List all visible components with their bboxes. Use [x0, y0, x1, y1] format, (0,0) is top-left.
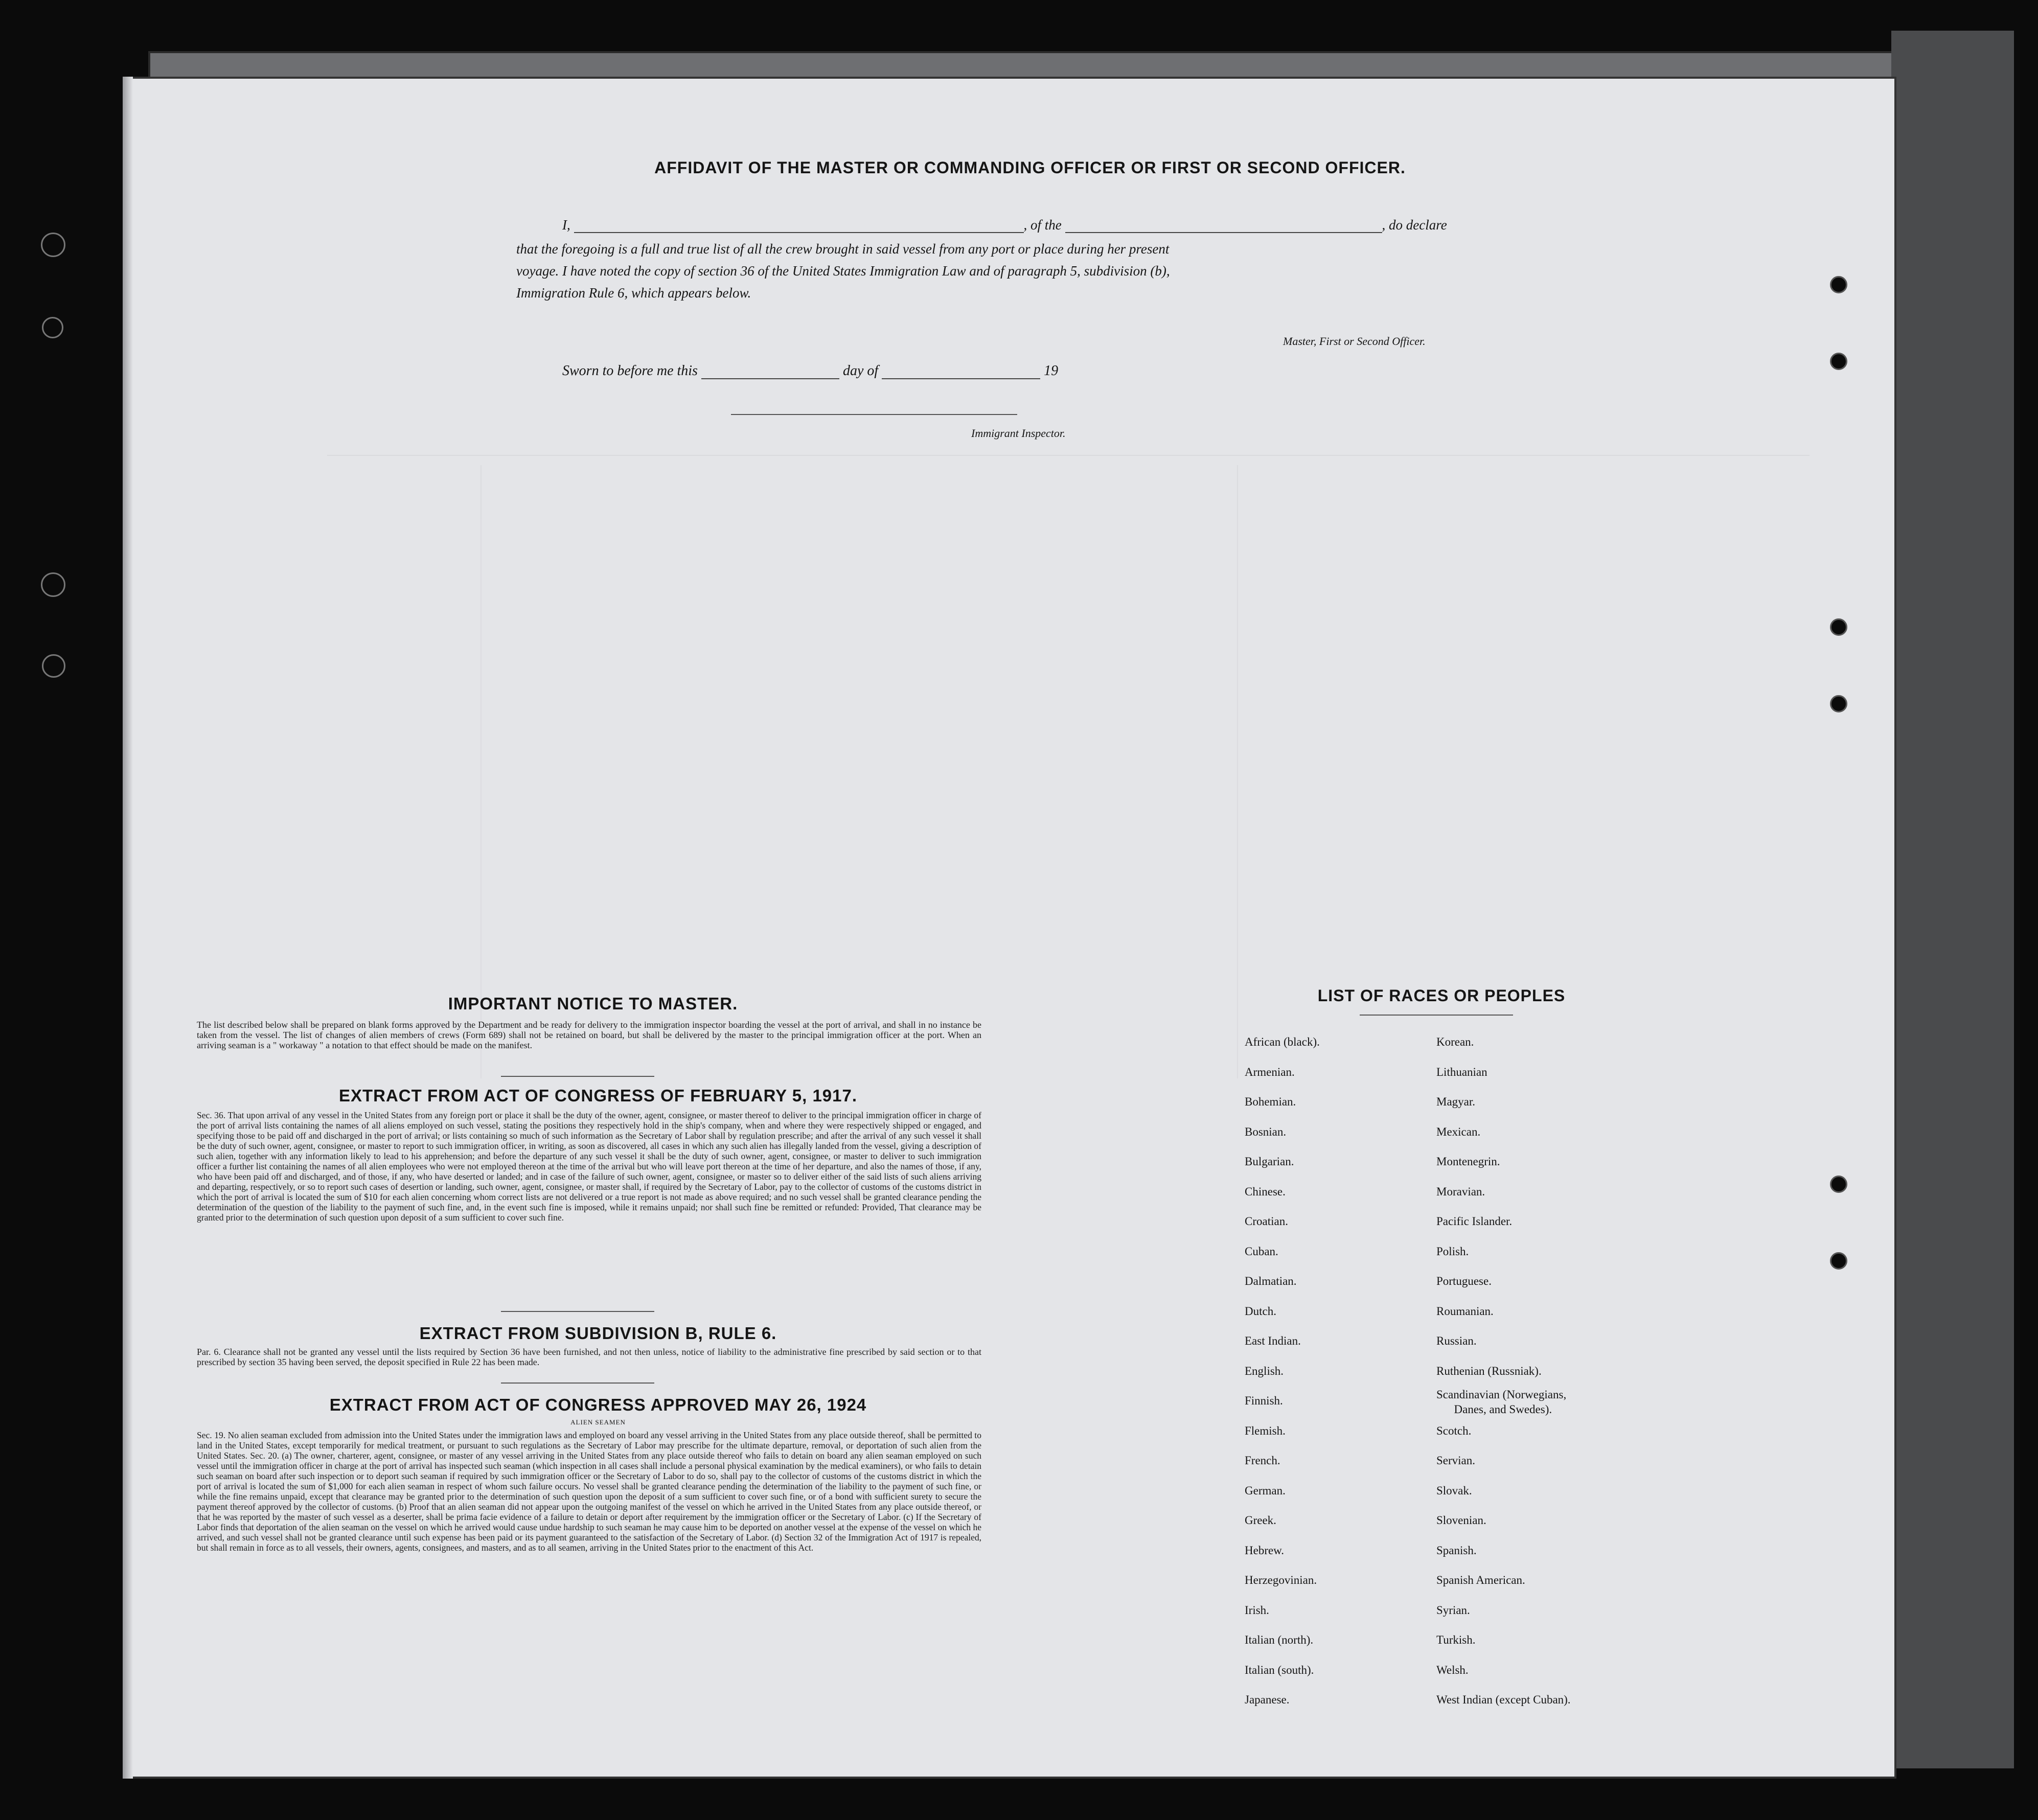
race-item: Roumanian.: [1436, 1304, 1494, 1318]
extract-1924-text: Sec. 19. No alien seaman excluded from admission into the United States under the immigration laws and employed on board any vessel arriving in the United States from any place outside thereof, shall be permitted to land in the United States, except temporarily for medical treatment, or pursuant to such regulations as the Secretary of Labor may prescribe for the ultimate departure, removal, or deportation of such alien from the United States. Sec. 20. (a) The owner, charterer, agent, consignee, or master of any vessel arriving in the United States from any place outside thereof who fails to detain on board any alien seaman employed on such vessel until the immigration officer in charge at the port of arrival has inspected such seaman (which inspection in all cases shall include a personal physical examination by the medical examiners), or who fails to detain such seaman on board after such inspection or to deport such seaman if required by such immigration officer or the Secretary of Labor to do so, shall pay to the collector of customs of the customs district in which the port of arrival is located the sum of $1,000 for each alien seaman in respect of whom such failure occurs. No vessel shall be granted clearance pending the determination of the liability to the payment of such fine, or while the fine remains unpaid, except that clearance may be granted prior to the determination of such question upon the deposit of a sum sufficient to cover such fine, or of a bond with sufficient surety to secure the payment thereof approved by the collector of customs. (b) Proof that an alien seaman did not appear upon the outgoing manifest of the vessel on which he arrived in the United States from any place outside thereof, or that he was reported by the master of such vessel as a deserter, shall be prima facie evidence of a failure to detain or deport after requirement by the immigration officer or the Secretary of Labor. (c) If the Secretary of Labor finds that deportation of the alien seaman on the vessel on which he arrived would cause undue hardship to such seaman he may cause him to be deported on another vessel at the expense of the vessel on which he arrived, and such vessel shall not be granted clearance until such expense has been paid or its payment guaranteed to the satisfaction of the Secretary of Labor. (d) Section 32 of the Immigration Act of 1917 is repealed, but shall remain in force as to all vessels, their owners, agents, consignees, and masters, and as to all seamen, arriving in the United States prior to the enactment of this Act.: [197, 1430, 981, 1553]
extract-1917-title: EXTRACT FROM ACT OF CONGRESS OF FEBRUARY 5, 1917.: [338, 1086, 858, 1105]
binder-hole: [42, 317, 63, 338]
race-item: Servian.: [1436, 1454, 1476, 1467]
race-item: Armenian.: [1245, 1065, 1295, 1078]
races-right-column: [1436, 1027, 1702, 1715]
race-item: Magyar.: [1436, 1095, 1476, 1108]
year-label: 19: [1044, 363, 1059, 379]
race-item: Irish.: [1245, 1603, 1269, 1617]
divider: [501, 1311, 654, 1312]
race-item: Welsh.: [1436, 1663, 1469, 1676]
race-item: West Indian (except Cuban).: [1436, 1693, 1571, 1706]
race-item: Dutch.: [1245, 1304, 1276, 1318]
race-item: Herzegovinian.: [1245, 1574, 1317, 1586]
races-title: LIST OF RACES OR PEOPLES: [1317, 986, 1566, 1005]
vessel-field[interactable]: [1065, 220, 1382, 233]
race-item: Scandinavian (Norwegians, Danes, and Swedes).: [1436, 1388, 1567, 1416]
master-signature-label: Master, First or Second Officer.: [1283, 335, 1426, 348]
extract-rule6-text: Par. 6. Clearance shall not be granted any vessel until the lists required by Section 36 have been furnished, and not then unless, notice of liability to the administrative fine prescribed by said section or to that prescribed by section 35 having been served, the deposit specified in Rule 22 has been made.: [197, 1347, 981, 1367]
race-item: Dalmatian.: [1245, 1275, 1297, 1287]
binder-hole: [1830, 1252, 1847, 1270]
race-item: Italian (south).: [1245, 1663, 1314, 1676]
i-label: I,: [562, 217, 570, 233]
race-item: Moravian.: [1436, 1185, 1485, 1198]
binder-hole: [41, 572, 65, 597]
divider: [501, 1383, 654, 1384]
race-item: Italian (north).: [1245, 1633, 1314, 1646]
race-item: Lithuanian: [1436, 1065, 1487, 1078]
race-item: Syrian.: [1436, 1603, 1470, 1617]
affidavit-declaration-line: [562, 217, 1636, 233]
race-item: Ruthenian (Russniak).: [1436, 1364, 1542, 1377]
race-item: German.: [1245, 1484, 1286, 1497]
binder-hole: [42, 654, 65, 678]
binder-hole: [1830, 618, 1847, 636]
race-item: Japanese.: [1245, 1693, 1290, 1706]
affidavit-title: AFFIDAVIT OF THE MASTER OR COMMANDING OFFICER OR FIRST OR SECOND OFFICER.: [654, 158, 1406, 177]
inspector-signature-line: [731, 414, 1017, 415]
sworn-line: [562, 363, 1058, 379]
binder-hole: [1830, 1176, 1847, 1193]
race-item: Bulgarian.: [1245, 1155, 1294, 1168]
race-item: Flemish.: [1245, 1424, 1286, 1437]
race-item: Greek.: [1245, 1514, 1276, 1527]
extract-1917-text: Sec. 36. That upon arrival of any vessel in the United States from any foreign port or place it shall be the duty of the owner, agent, consignee, or master thereof to deliver to the principal immigration officer in charge of the port of arrival lists containing the names of all aliens employed on such vessel, stating the positions they respectively hold in the ship's company, when and where they were respectively shipped or engaged, and specifying those to be paid off and discharged in the port of arrival; or lists containing so much of such information as the Secretary of Labor shall by regulation prescribe; and after the arrival of any such vessel it shall be the duty of such owner, agent, consignee, or master to report to such immigration officer, in writing, as soon as discovered, all cases in which any such alien has illegally landed from the vessel, giving a description of such alien, together with any information likely to lead to his apprehension; and before the departure of any such vessel it shall be the duty of such owner, agent, consignee, or master to deliver to such immigration officer a further list containing the names of all alien employees who were not employed thereon at the time of the arrival but who will leave port thereon at the time of her departure, and also the names of those, if any, who have been paid off and discharged, and of those, if any, who have deserted or landed; and in case of the failure of such owner, agent, consignee, or master so to deliver either of the said lists of such aliens arriving and departing, respectively, or so to report such cases of desertion or landing, such owner, agent, consignee, or master shall, if required by the Secretary of Labor, pay to the collector of customs of the customs district in which the port of arrival is located the sum of $10 for each alien concerning whom correct lists are not delivered or a true report is not made as above required; and no such vessel shall be granted clearance pending the determination of the question of the liability to the payment of such fine, and, in the event such fine is imposed, while it remains unpaid; nor shall such fine be remitted or refunded: Provided, That clearance may be granted prior to the determination of such question upon deposit of a sum sufficient to cover such fine.: [197, 1110, 981, 1223]
binder-hole: [1830, 276, 1847, 293]
inspector-label: Immigrant Inspector.: [971, 427, 1066, 440]
race-item: African (black).: [1245, 1035, 1320, 1048]
binder-hole: [1830, 695, 1847, 712]
race-item: Slovenian.: [1436, 1514, 1486, 1527]
race-item: Croatian.: [1245, 1215, 1288, 1228]
binder-hole: [41, 233, 65, 257]
race-item: Portuguese.: [1436, 1275, 1492, 1287]
race-item: Finnish.: [1245, 1394, 1283, 1407]
race-item: Montenegrin.: [1436, 1155, 1500, 1168]
race-item: Mexican.: [1436, 1125, 1481, 1138]
extract-rule6-title: EXTRACT FROM SUBDIVISION B, RULE 6.: [419, 1324, 777, 1343]
race-item: Russian.: [1436, 1334, 1477, 1347]
name-field[interactable]: [574, 220, 1024, 233]
binder-hole: [1830, 353, 1847, 370]
race-item: Chinese.: [1245, 1185, 1286, 1198]
affidavit-line-4: Immigration Rule 6, which appears below.: [516, 285, 751, 301]
race-item: Turkish.: [1436, 1633, 1476, 1646]
right-binding-edge: [1891, 31, 2014, 1768]
race-item: East Indian.: [1245, 1334, 1301, 1347]
affidavit-line-2: that the foregoing is a full and true list of all the crew brought in said vessel from any port or place during her present: [516, 241, 1170, 257]
divider: [1360, 1015, 1513, 1016]
race-item: Slovak.: [1436, 1484, 1472, 1497]
race-item: Bohemian.: [1245, 1095, 1296, 1108]
race-item: Cuban.: [1245, 1245, 1278, 1258]
extract-1924-subtitle: ALIEN SEAMEN: [570, 1418, 626, 1426]
declare-label: , do declare: [1382, 217, 1447, 233]
race-item: Polish.: [1436, 1245, 1469, 1258]
sworn-day-field[interactable]: [701, 366, 839, 379]
manifest-page: [123, 77, 1896, 1779]
races-left-column: [1245, 1027, 1449, 1715]
sworn-month-field[interactable]: [882, 366, 1040, 379]
race-item: English.: [1245, 1364, 1284, 1377]
race-item: Korean.: [1436, 1035, 1474, 1048]
race-item: Pacific Islander.: [1436, 1215, 1513, 1228]
page-fold-shadow: [123, 77, 133, 1779]
race-item: Scotch.: [1436, 1424, 1472, 1437]
race-item: Hebrew.: [1245, 1543, 1285, 1557]
race-item: Spanish.: [1436, 1543, 1477, 1557]
affidavit-line-3: voyage. I have noted the copy of section 36 of the United States Immigration Law and of paragraph 5, subdivision (b),: [516, 263, 1170, 279]
race-item: Bosnian.: [1245, 1125, 1287, 1138]
day-of-label: day of: [842, 363, 879, 379]
extract-1924-title: EXTRACT FROM ACT OF CONGRESS APPROVED MAY 26, 1924: [329, 1395, 867, 1414]
divider: [501, 1076, 654, 1077]
race-item: Spanish American.: [1436, 1574, 1525, 1586]
notice-title: IMPORTANT NOTICE TO MASTER.: [448, 994, 738, 1013]
sworn-label: Sworn to before me this: [562, 363, 698, 379]
notice-text: The list described below shall be prepared on blank forms approved by the Department and be ready for delivery to the immigration inspector boarding the vessel at the port of arrival, and shall in no instance be taken from the vessel. The list of changes of alien members of crews (Form 689) shall not be retained on board, but shall be delivered by the master to the principal immigration officer at the port. When an arriving seaman is a " workaway " a notation to that effect should be made on the manifest.: [197, 1020, 981, 1050]
of-the-label: , of the: [1023, 217, 1062, 233]
race-item: French.: [1245, 1454, 1280, 1467]
